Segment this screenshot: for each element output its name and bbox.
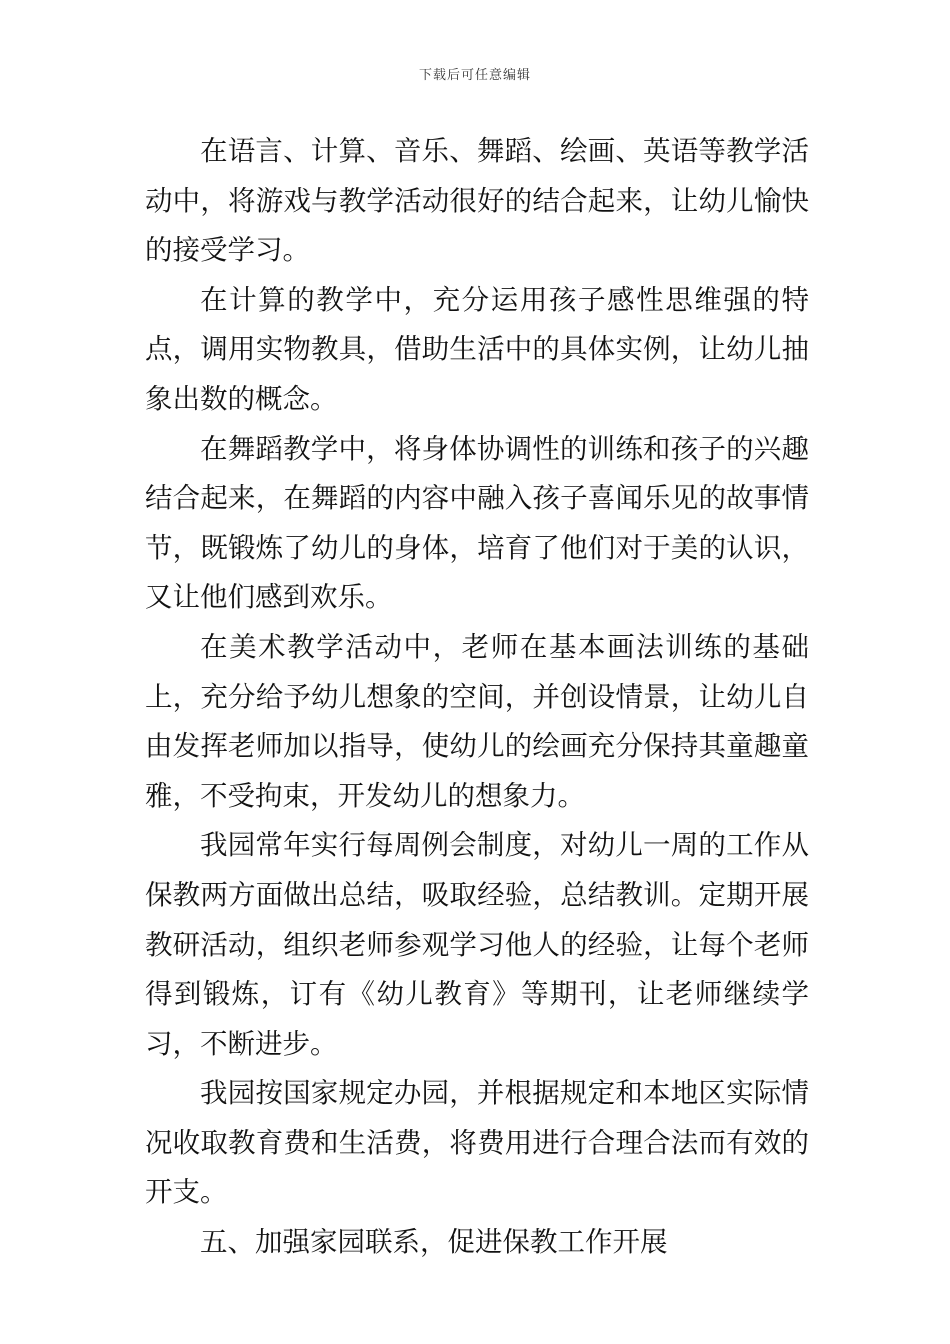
paragraph-math-teaching: 在计算的教学中，充分运用孩子感性思维强的特点，调用实物教具，借助生活中的具体实例，让幼儿抽象出数的概念。 — [145, 283, 809, 415]
paragraph-art-teaching: 在美术教学活动中，老师在基本画法训练的基础上，充分给予幼儿想象的空间，并创设情景，让幼儿自由发挥老师加以指导，使幼儿的绘画充分保持其童趣童雅，不受拘束，开发幼儿的想象力。 — [145, 630, 809, 812]
page-header: 下载后可任意编辑 — [418, 68, 531, 83]
paragraph-teaching-activities: 在语言、计算、音乐、舞蹈、绘画、英语等教学活动中，将游戏与教学活动很好的结合起来，让幼儿愉快的接受学习。 — [145, 135, 809, 267]
section-heading: 五、加强家园联系，促进保教工作开展 — [200, 1226, 668, 1259]
paragraph-dance-teaching: 在舞蹈教学中，将身体协调性的训练和孩子的兴趣结合起来，在舞蹈的内容中融入孩子喜闻乐见的故事情节，既锻炼了幼儿的身体，培育了他们对于美的认识，又让他们感到欢乐。 — [145, 432, 809, 614]
document-body — [145, 127, 809, 1268]
paragraph-weekly-meeting: 我园常年实行每周例会制度，对幼儿一周的工作从保教两方面做出总结，吸取经验，总结教训。定期开展教研活动，组织老师参观学习他人的经验，让每个老师得到锻炼，订有《幼儿教育》等期刊，让老师继续学习，不断进步。 — [145, 829, 809, 1060]
paragraph-fees: 我园按国家规定办园，并根据规定和本地区实际情况收取教育费和生活费，将费用进行合理合法而有效的开支。 — [145, 1077, 809, 1209]
